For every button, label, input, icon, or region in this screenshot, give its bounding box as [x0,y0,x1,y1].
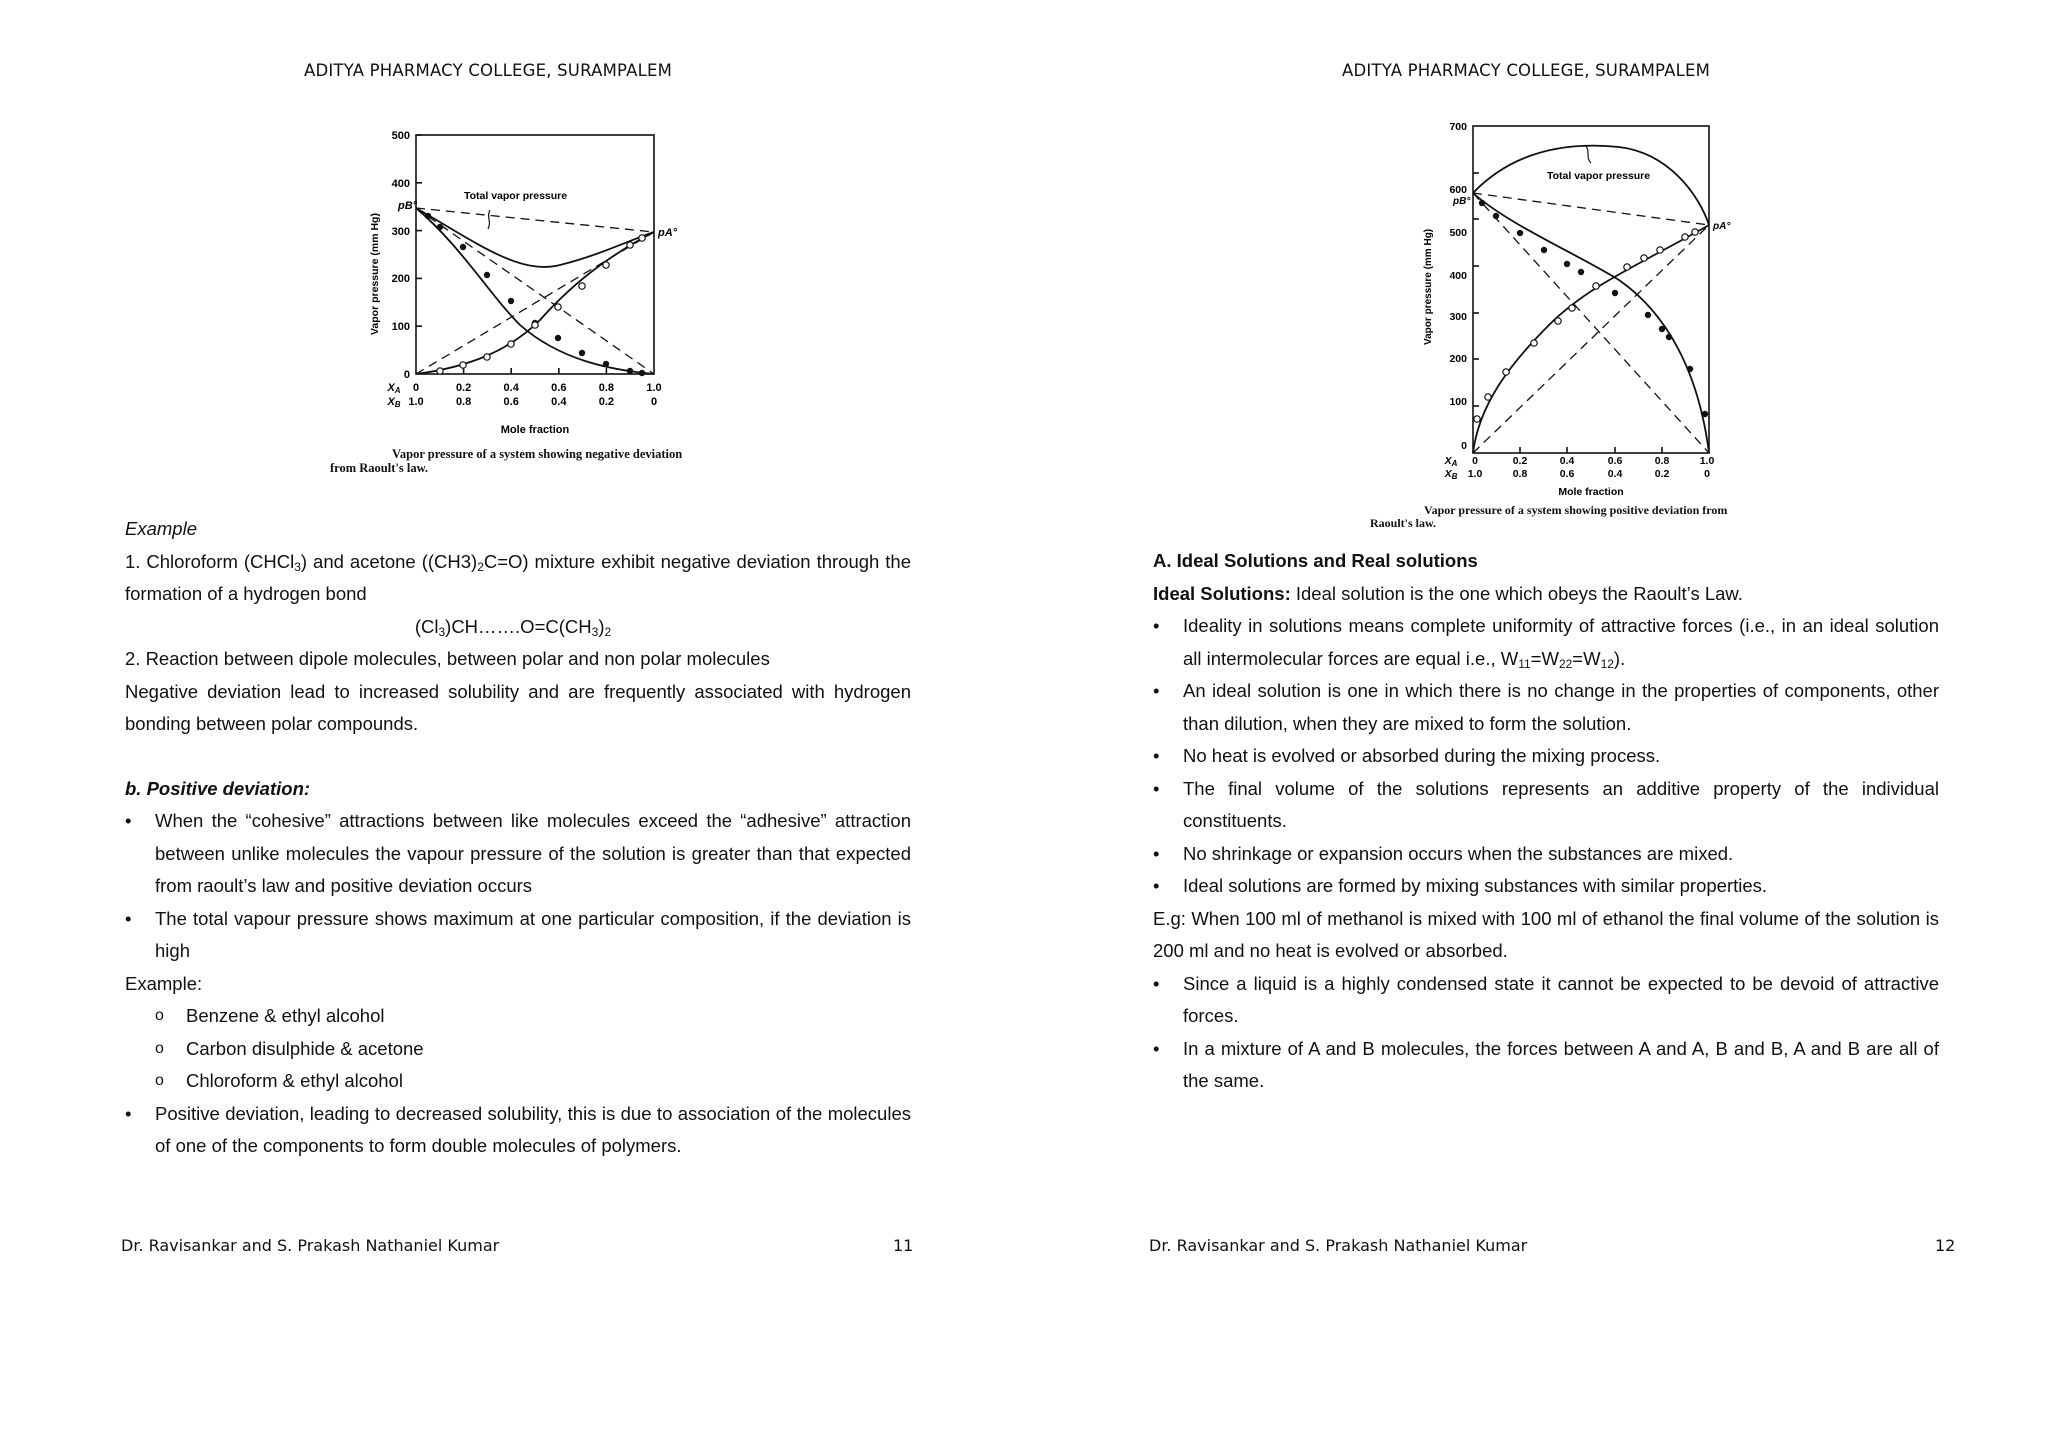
svg-text:0.8: 0.8 [598,382,615,394]
positive-bullets [125,805,911,968]
xa-tick-labels [1444,455,1715,468]
svg-text:300: 300 [1449,311,1467,323]
list-item: • In a mixture of A and B molecules, the forces between A and A, B and B, A and B are all of the same. [1153,1033,1939,1098]
svg-text:0.6: 0.6 [551,382,567,394]
total-vapor-label: Total vapor pressure [464,190,568,202]
svg-text:400: 400 [1449,270,1467,282]
svg-text:1.0: 1.0 [1699,455,1715,467]
example-2: 2. Reaction between dipole molecules, between polar and non polar molecules [125,648,770,669]
svg-text:1.0: 1.0 [408,396,424,408]
x-axis-label: Mole fraction [1558,486,1624,498]
pb-points [1479,200,1708,417]
svg-text:0: 0 [650,396,658,408]
svg-text:500: 500 [1449,227,1467,239]
svg-text:400: 400 [391,178,410,190]
page-number: 12 [1935,1236,1956,1255]
figure-caption: Vapor pressure of a system showing negative deviation from Raoult's law. [330,447,683,475]
example-heading: Example [125,518,197,539]
svg-text:300: 300 [391,226,410,238]
negative-deviation-figure [360,125,730,445]
real-bullets [1153,968,1939,1098]
examples-label: Example: [125,972,203,994]
svg-text:600: 600 [1449,184,1467,196]
positive-deviation-heading: b. Positive deviation: [125,777,311,799]
svg-text:0.4: 0.4 [1607,468,1623,480]
list-item: • Positive deviation, leading to decreased solubility, this is due to association of the molecules of one of the components to form double molecules of polymers. [125,1098,911,1163]
svg-text:700: 700 [1449,121,1467,133]
pb-label: pB° [398,200,418,212]
svg-text:0: 0 [1461,440,1467,452]
svg-text:0: 0 [412,382,420,394]
ideal-pb-line [416,208,654,374]
list-item: • The final volume of the solutions represents an additive property of the individual constituents. [1153,773,1939,838]
page-header: ADITYA PHARMACY COLLEGE, SURAMPALEM [1341,61,1711,80]
y-tick-labels [392,130,410,381]
plot-frame [416,135,654,374]
total-pressure-curve [1473,146,1709,225]
positive-deviation-figure [1379,115,1759,500]
svg-text:XA: XA [1444,455,1458,468]
footer-author: Dr. Ravisankar and S. Prakash Nathaniel Kumar [121,1236,500,1255]
svg-text:XB: XB [387,396,401,409]
svg-text:0.2: 0.2 [598,396,615,408]
list-item: • An ideal solution is one in which there is no change in the properties of components, other than dilution, when they are mixed to form the solution. [1153,675,1939,740]
footer-author: Dr. Ravisankar and S. Prakash Nathaniel Kumar [1149,1236,1528,1255]
svg-text:0: 0 [403,369,410,381]
xb-tick-labels [386,396,657,409]
svg-text:XB: XB [1444,468,1458,481]
svg-text:100: 100 [391,321,410,333]
svg-text:XA: XA [387,382,401,395]
svg-text:0.2: 0.2 [1512,455,1528,467]
hydrogen-bond-formula: $(Cl_3)CH\dots\dots.O=C(CH_3)_2$ [414,615,612,639]
list-item: • Since a liquid is a highly condensed state it cannot be expected to be devoid of attractive forces. [1153,968,1939,1033]
svg-text:200: 200 [391,273,410,285]
pa-label: pA° [658,227,678,239]
svg-text:0.8: 0.8 [1512,468,1528,480]
ideal-bullets [1153,610,1939,903]
list-item: o Carbon disulphide & acetone [155,1033,911,1066]
svg-text:0: 0 [1472,455,1478,467]
pb-label: pB° [1453,196,1471,207]
x-axis-label: Mole fraction [500,424,570,436]
section-heading: A. Ideal Solutions and Real solutions [1153,550,1478,571]
example-text: E.g: When 100 ml of methanol is mixed with 100 ml of ethanol the final volume of the solution is 200 ml and no heat is evolved or absorbed. [1153,907,1939,961]
example-1: 1. Chloroform (CHCl$_3$) and acetone $((CH3)_2C=O)$ mixture exhibit negative deviation through the formation of a hydrogen bond [125,550,912,604]
last-bullets [125,1098,911,1163]
ideal-pb-line [1473,193,1709,453]
page-number: 11 [893,1236,914,1255]
list-item: o Chloroform & ethyl alcohol [155,1065,911,1098]
y-axis-label: Vapor pressure (mm Hg) [1423,228,1434,345]
svg-text:0.2: 0.2 [1654,468,1670,480]
xb-tick-labels [1444,468,1710,481]
svg-text:1.0: 1.0 [646,382,662,394]
svg-text:0: 0 [1704,468,1710,480]
total-vapor-label: Total vapor pressure [1547,170,1651,182]
examples-list [125,1000,911,1098]
left-body [125,513,911,1163]
right-body [1153,545,1939,1098]
page-header: ADITYA PHARMACY COLLEGE, SURAMPALEM [303,61,673,80]
list-item: • When the “cohesive” attractions between like molecules exceed the “adhesive” attraction between unlike molecules the vapour pressure of the solution is greater than that expected from raoult’s law and positive deviation occurs [125,805,911,903]
y-tick-labels [1449,121,1467,452]
svg-text:1.0: 1.0 [1467,468,1483,480]
svg-text:200: 200 [1449,353,1467,365]
list-item: • The total vapour pressure shows maximum at one particular composition, if the deviation is high [125,903,911,968]
ideal-total-line [1473,193,1709,225]
svg-text:0.8: 0.8 [455,396,472,408]
list-item: • No heat is evolved or absorbed during the mixing process. [1153,740,1939,773]
negative-deviation-note: Negative deviation lead to increased solubility and are frequently associated with hydrogen bonding between polar compounds. [125,680,911,734]
svg-text:0.8: 0.8 [1654,455,1670,467]
svg-text:500: 500 [391,130,410,142]
page-12 [1024,0,2048,1448]
list-item: • Ideal solutions are formed by mixing substances with similar properties. [1153,870,1939,903]
svg-text:100: 100 [1449,396,1467,408]
list-item: • No shrinkage or expansion occurs when the substances are mixed. [1153,838,1939,871]
svg-text:0.6: 0.6 [1559,468,1575,480]
svg-text:0.4: 0.4 [551,396,567,408]
pa-label: pA° [1713,221,1731,232]
total-pressure-curve [416,208,654,267]
svg-text:0.6: 0.6 [1607,455,1623,467]
y-axis-label: Vapor pressure (mm Hg) [369,213,381,335]
svg-text:0.6: 0.6 [503,396,519,408]
list-item: o Benzene & ethyl alcohol [155,1000,911,1033]
svg-text:0.4: 0.4 [1559,455,1575,467]
list-item: • Ideality in solutions means complete uniformity of attractive forces (i.e., in an ideal solution all intermolecular forces are equal i.e., $W_{11}=W_{22}=W_{12}$). [1153,610,1939,675]
svg-text:0.4: 0.4 [503,382,519,394]
figure-caption: Vapor pressure of a system showing positive deviation from Raoult's law. [1370,503,1728,530]
svg-text:0.2: 0.2 [455,382,472,394]
xa-tick-labels [386,382,661,395]
ideal-definition: Ideal Solutions: Ideal solution is the one which obeys the Raoult’s Law. [1153,582,1743,604]
